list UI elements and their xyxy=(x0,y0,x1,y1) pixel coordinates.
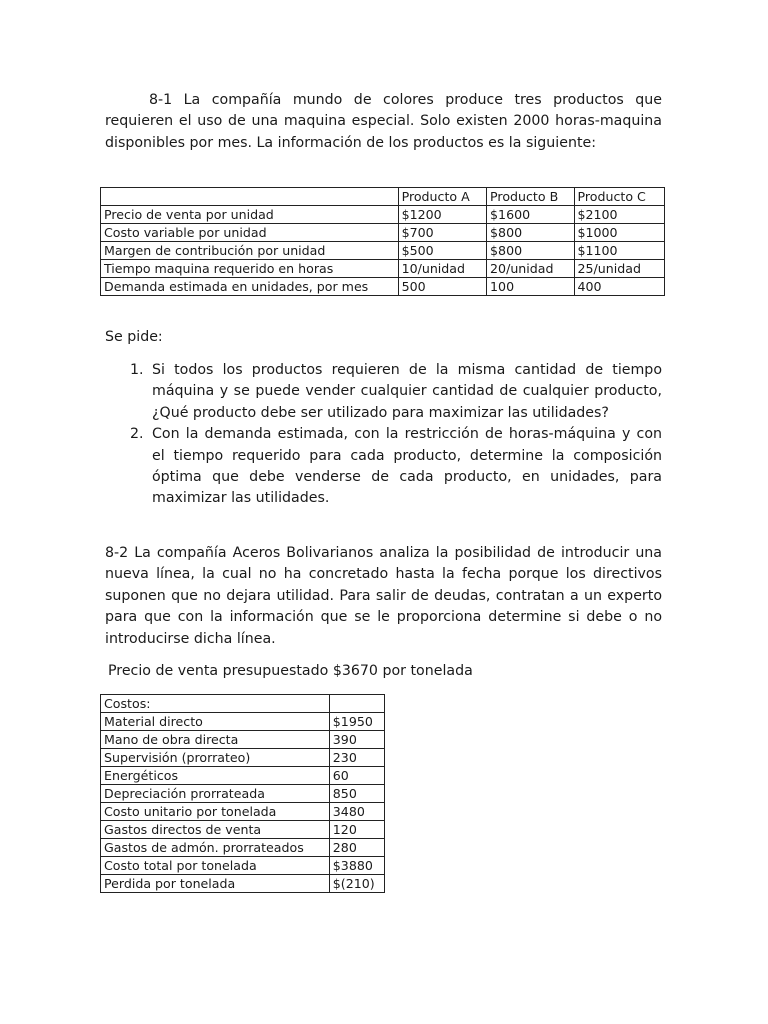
table-header-cell xyxy=(101,188,399,206)
table-row xyxy=(101,803,385,821)
table-row xyxy=(101,749,385,767)
problem-2-intro: 8-2 La compañía Aceros Bolivarianos analiza la posibilidad de introducir una nueva línea, la cual no ha concretado hasta la fecha porque los directivos suponen que no dejara utilidad. Para salir de deudas, contratan a un experto para que con la información que se le proporciona determine si debe o no introducirse dicha línea. xyxy=(105,545,662,647)
price-line: Precio de venta presupuestado $3670 por tonelada xyxy=(108,663,473,679)
table-cell: Gastos directos de venta xyxy=(101,821,330,839)
table-cell: Precio de venta por unidad xyxy=(101,206,399,224)
table-cell: 20/unidad xyxy=(487,260,574,278)
table-cell: $1200 xyxy=(398,206,486,224)
table-cell: 10/unidad xyxy=(398,260,486,278)
products-table xyxy=(100,187,665,296)
table-row xyxy=(101,767,385,785)
table-cell: 60 xyxy=(329,767,384,785)
table-cell: Margen de contribución por unidad xyxy=(101,242,399,260)
table-cell: 850 xyxy=(329,785,384,803)
table-cell: 390 xyxy=(329,731,384,749)
list-item-text: Si todos los productos requieren de la misma cantidad de tiempo máquina y se puede vender cualquier cantidad de cualquier producto, ¿Qué producto debe ser utilizado para maximizar las utilidades? xyxy=(152,362,662,421)
table-cell: $1600 xyxy=(487,206,574,224)
table-cell: 3480 xyxy=(329,803,384,821)
table-row xyxy=(101,713,385,731)
table-cell: $800 xyxy=(487,224,574,242)
table-cell: 280 xyxy=(329,839,384,857)
list-item xyxy=(105,424,662,510)
table-header-cell: Producto B xyxy=(487,188,574,206)
table-cell: $1000 xyxy=(574,224,665,242)
se-pide-heading: Se pide: xyxy=(105,329,163,345)
table-header-cell: Costos: xyxy=(101,695,330,713)
table-cell: Perdida por tonelada xyxy=(101,875,330,893)
table-row xyxy=(101,260,665,278)
table-cell: $1950 xyxy=(329,713,384,731)
table-cell: $500 xyxy=(398,242,486,260)
table-cell: $700 xyxy=(398,224,486,242)
table-row xyxy=(101,785,385,803)
table-row xyxy=(101,875,385,893)
costs-table xyxy=(100,694,385,893)
table-row xyxy=(101,839,385,857)
table-cell: 230 xyxy=(329,749,384,767)
table-cell: Costo unitario por tonelada xyxy=(101,803,330,821)
table-cell: Energéticos xyxy=(101,767,330,785)
problem-1-intro: 8-1 La compañía mundo de colores produce tres productos que requieren el uso de una maquina especial. Solo existen 2000 horas-maquina disponibles por mes. La información de los productos es la siguiente: xyxy=(105,92,662,151)
table-header-row xyxy=(101,188,665,206)
table-cell: 25/unidad xyxy=(574,260,665,278)
table-cell: $800 xyxy=(487,242,574,260)
table-cell: Costo total por tonelada xyxy=(101,857,330,875)
table-row xyxy=(101,821,385,839)
table-header-row xyxy=(101,695,385,713)
table-row xyxy=(101,731,385,749)
list-item-number: 1. xyxy=(130,362,144,378)
table-cell: 400 xyxy=(574,278,665,296)
table-header-cell: Producto C xyxy=(574,188,665,206)
table-header-cell: Producto A xyxy=(398,188,486,206)
table-cell: Supervisión (prorrateo) xyxy=(101,749,330,767)
table-cell: 500 xyxy=(398,278,486,296)
table-cell: $(210) xyxy=(329,875,384,893)
questions-list xyxy=(105,360,662,510)
table-cell: Gastos de admón. prorrateados xyxy=(101,839,330,857)
list-item-number: 2. xyxy=(130,426,144,443)
table-cell: 120 xyxy=(329,821,384,839)
table-row xyxy=(101,224,665,242)
table-cell: 100 xyxy=(487,278,574,296)
table-cell: Mano de obra directa xyxy=(101,731,330,749)
list-item-text: Con la demanda estimada, con la restricción de horas-máquina y con el tiempo requerido para cada producto, determine la composición óptima que debe venderse de cada producto, en unidades, para maximizar las utilidades. xyxy=(152,426,662,507)
table-row xyxy=(101,242,665,260)
table-cell: Demanda estimada en unidades, por mes xyxy=(101,278,399,296)
table-header-cell xyxy=(329,695,384,713)
table-cell: Material directo xyxy=(101,713,330,731)
table-cell: $3880 xyxy=(329,857,384,875)
table-cell: Tiempo maquina requerido en horas xyxy=(101,260,399,278)
table-row xyxy=(101,206,665,224)
table-cell: Depreciación prorrateada xyxy=(101,785,330,803)
table-cell: $2100 xyxy=(574,206,665,224)
table-cell: $1100 xyxy=(574,242,665,260)
table-cell: Costo variable por unidad xyxy=(101,224,399,242)
table-row xyxy=(101,278,665,296)
list-item xyxy=(105,360,662,424)
table-row xyxy=(101,857,385,875)
